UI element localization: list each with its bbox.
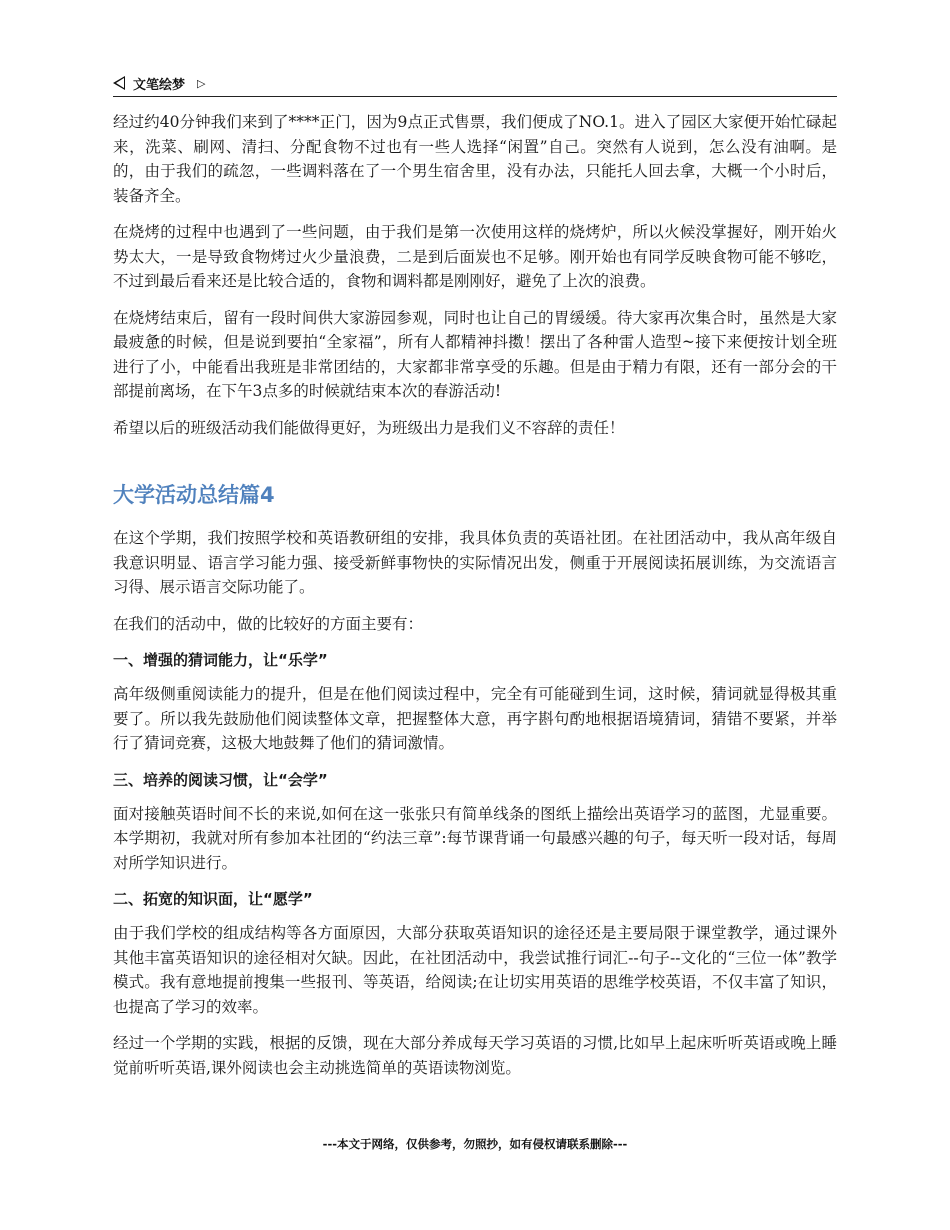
right-triangle-icon: ▷ [197,76,206,90]
page-header [113,70,837,97]
paragraph: 在烧烤结束后，留有一段时间供大家游园参观，同时也让自己的胃缓缓。待大家再次集合时，虽然是大家最疲惫的时候，但是说到要拍“全家福”，所有人都精神抖擞！摆出了各种雷人造型~接下来便按计划全班进行了小，中能看出我班是非常团结的，大家都非常享受的乐趣。但是由于精力有限，还有一部分会的干部提前离场，在下午3点多的时候就结束本次的春游活动! [113,308,837,400]
paragraph: 在烧烤的过程中也遇到了一些问题，由于我们是第一次使用这样的烧烤炉，所以火候没掌握好，刚开始火势太大，一是导致食物烤过火少量浪费，二是到后面炭也不足够。刚开始也有同学反映食物可能不够吃，不过到最后看来还是比较合适的，食物和调料都是刚刚好，避免了上次的浪费。 [113,223,837,290]
item-body: 由于我们学校的组成结构等各方面原因，大部分获取英语知识的途径还是主要局限于课堂教学，通过课外其他丰富英语知识的途径相对欠缺。因此，在社团活动中，我尝试推行词汇--句子--文化的“三位一体”教学模式。我有意地提前搜集一些报刊、等英语，给阅读;在让切实用英语的思维学校英语，不仅丰富了知识，也提高了学习的效率。 [113,924,837,1016]
section-title: 大学活动总结篇4 [113,483,275,507]
item-heading: 三、培养的阅读习惯，让“会学” [113,770,328,789]
left-triangle-icon [113,76,125,90]
item-heading: 一、增强的猜词能力，让“乐学” [113,651,328,669]
section-lead: 在我们的活动中，做的比较好的方面主要有： [113,614,424,633]
item-body: 面对接触英语时间不长的来说,如何在这一张张只有简单线条的图纸上描绘出英语学习的蓝图，尤显重要。本学期初，我就对所有参加本社团的“约法三章”:每节课背诵一句最感兴趣的句子，每天听一段对话，每周对所学知识进行。 [113,804,837,872]
section-closing: 经过一个学期的实践，根据的反馈，现在大部分养成每天学习英语的习惯,比如早上起床听听英语或晚上睡觉前听听英语,课外阅读也会主动挑选简单的英语读物浏览。 [113,1034,837,1077]
paragraph: 经过约40分钟我们来到了****正门，因为9点正式售票，我们便成了NO.1。进入了园区大家便开始忙碌起来，洗菜、刷网、清扫、分配食物不过也有一些人选择“闲置”自己。突然有人说到，怎么没有油啊。是的，由于我们的疏忽，一些调料落在了一个男生宿舍里，没有办法，只能托人回去拿，大概一个小时后，装备齐全。 [113,113,837,205]
item-body: 高年级侧重阅读能力的提升，但是在他们阅读过程中，完全有可能碰到生词，这时候，猜词就显得极其重要了。所以我先鼓励他们阅读整体文章，把握整体大意，再字斟句酌地根据语境猜词，猜错不要紧，并举行了猜词竞赛，这极大地鼓舞了他们的猜词激情。 [113,685,837,752]
item-heading: 二、拓宽的知识面，让“愿学” [113,890,313,908]
header-title: 文笔绘梦 [133,77,186,93]
section-intro: 在这个学期，我们按照学校和英语教研组的安排，我具体负责的英语社团。在社团活动中，我从高年级自我意识明显、语言学习能力强、接受新鲜事物快的实际情况出发，侧重于开展阅读拓展训练，为交流语言习得、展示语言交际功能了。 [113,529,837,596]
page-footer: ---本文于网络，仅供参考，勿照抄，如有侵权请联系删除--- [322,1137,628,1151]
paragraph: 希望以后的班级活动我们能做得更好，为班级出力是我们义不容辞的责任！ [113,418,625,437]
document-body [113,110,837,1092]
